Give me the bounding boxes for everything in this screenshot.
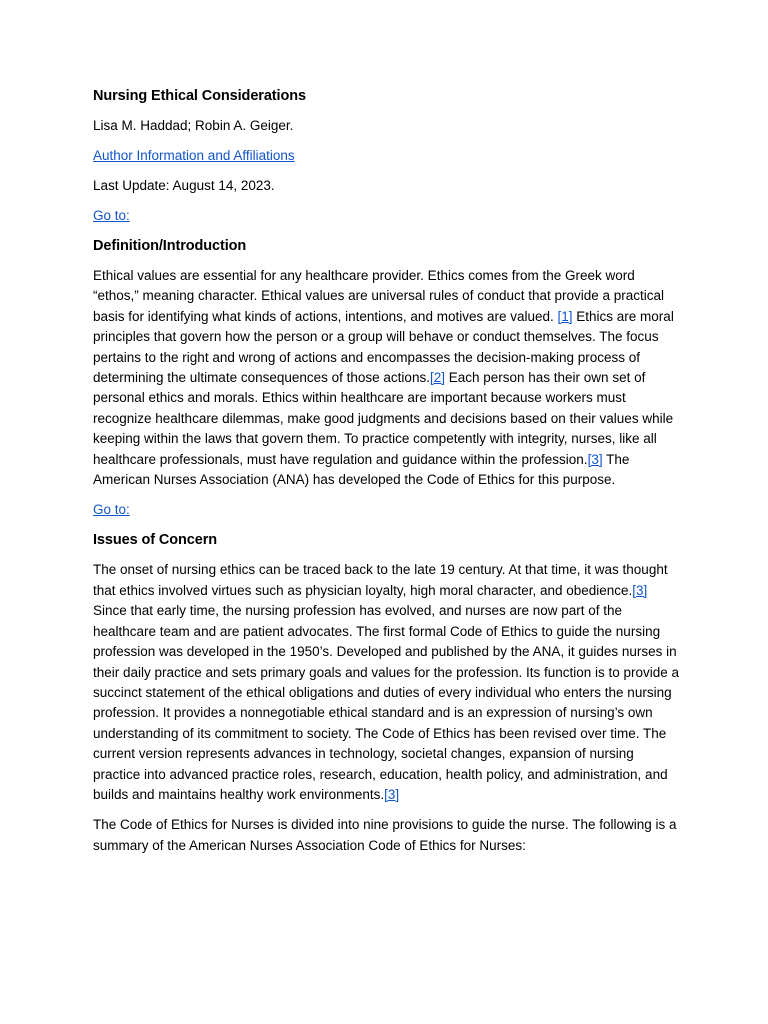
goto-row-1: [93, 206, 680, 226]
citation-link[interactable]: [1]: [557, 308, 573, 324]
citation-link[interactable]: [2]: [429, 370, 445, 386]
issues-paragraph-2: The Code of Ethics for Nurses is divided into nine provisions to guide the nurse. The following is a summary of the American Nurses Association Code of Ethics for Nurses:: [93, 817, 677, 853]
paragraph-text: Ethics are moral principles that govern how the person or a group will behave or conduct themselves. The focus pertains to the right and wrong of actions and encompasses the decision-making process of determining the ultimate consequences of those actions.: [93, 308, 674, 386]
paragraph-text: Ethical values are essential for any healthcare provider. Ethics comes from the Greek word “ethos,” meaning character. Ethical values are universal rules of conduct that provide a practical basis for identifying what kinds of actions, intentions, and motives are valued.: [93, 268, 665, 324]
page-title: Nursing Ethical Considerations: [93, 88, 306, 104]
issues-paragraph-1: [93, 560, 680, 805]
definition-paragraph: [93, 266, 680, 490]
citation-link[interactable]: [3]: [384, 786, 400, 802]
paragraph-text: The onset of nursing ethics can be traced back to the late 19 century. At that time, it was thought that ethics involved virtues such as physician loyalty, high moral character, and obedience.: [93, 562, 668, 598]
authors: Lisa M. Haddad; Robin A. Geiger.: [93, 118, 294, 133]
paragraph-text: The American Nurses Association (ANA) has developed the Code of Ethics for this purpose.: [93, 451, 630, 488]
goto-link[interactable]: Go to:: [93, 208, 130, 223]
goto-link[interactable]: Go to:: [93, 502, 130, 518]
last-update: Last Update: August 14, 2023.: [93, 178, 275, 193]
author-info-link[interactable]: Author Information and Affiliations: [93, 148, 295, 163]
citation-link[interactable]: [3]: [632, 582, 648, 598]
citation-link[interactable]: [3]: [587, 451, 603, 467]
paragraph-text: Each person has their own set of personal ethics and morals. Ethics within healthcare are important because workers must recognize healthcare dilemmas, make good judgments and decisions based on their values while keeping within the laws that govern them. To practice competently with integrity, nurses, like all healthcare professionals, must have regulation and guidance within the profession.: [93, 370, 674, 467]
paragraph-text: Since that early time, the nursing profession has evolved, and nurses are now part of the healthcare team and are patient advocates. The first formal Code of Ethics to guide the nursing profession was developed in the 1950’s. Developed and published by the ANA, it guides nurses in their daily practice and sets primary goals and values for the profession. Its function is to provide a succinct statement of the ethical obligations and duties of every individual who enters the nursing profession. It provides a nonnegotiable ethical standard and is an expression of nursing’s own understanding of its commitment to society. The Code of Ethics has been revised over time. The current version represents advances in technology, societal changes, expansion of nursing practice into advanced practice roles, research, education, health policy, and administration, and builds and maintains healthy work environments.: [93, 603, 680, 802]
section-heading-definition: Definition/Introduction: [93, 238, 247, 254]
author-info-row: [93, 146, 680, 166]
goto-row-2: [93, 500, 680, 520]
section-heading-issues: Issues of Concern: [93, 532, 217, 549]
